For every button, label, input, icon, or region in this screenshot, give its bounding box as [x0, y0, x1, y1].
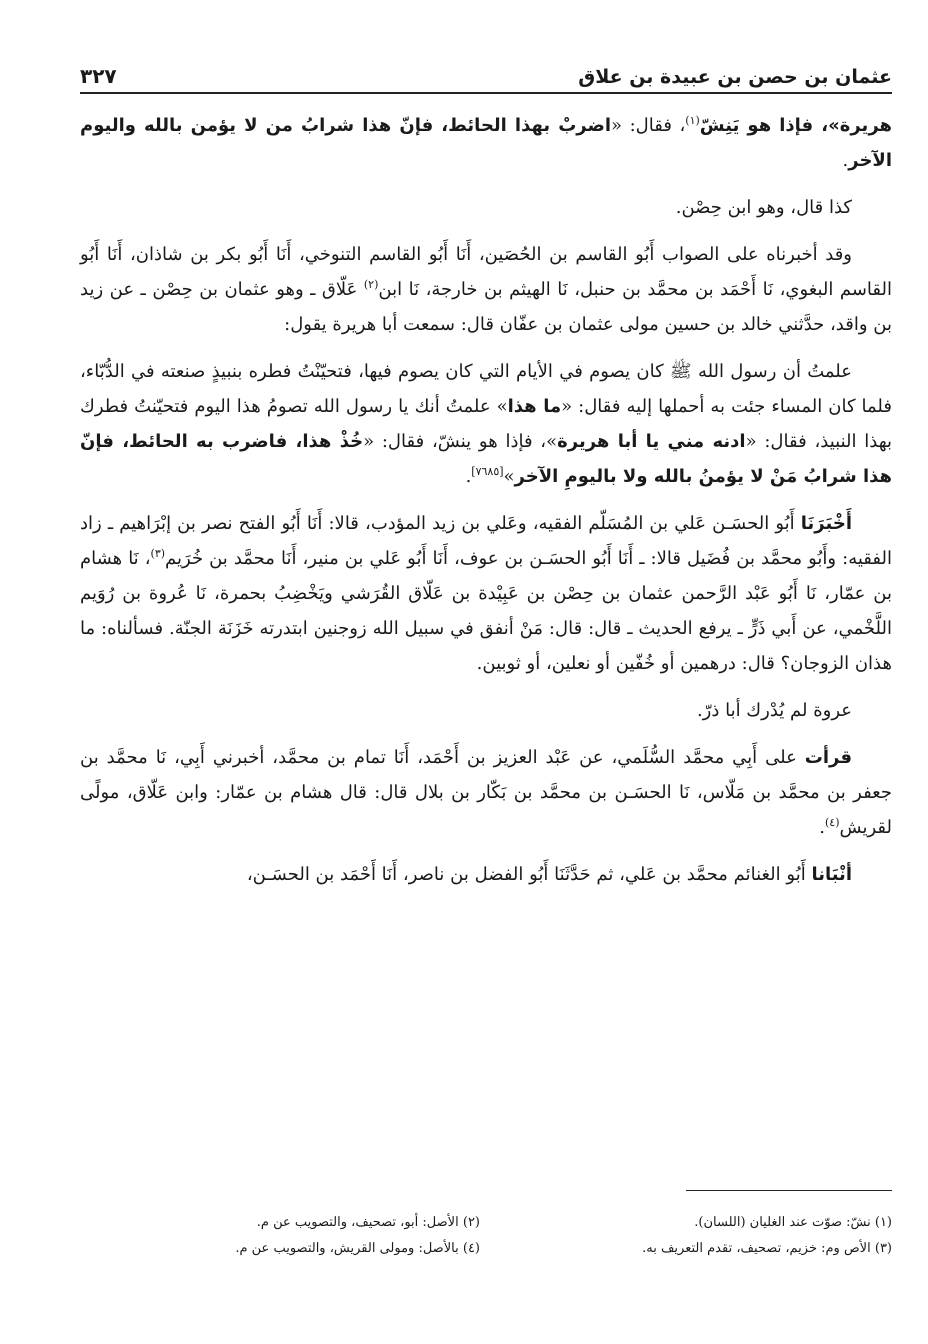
footnote-marker: (٤): [825, 816, 840, 829]
paragraph-2: [80, 190, 892, 225]
footnote-marker: (٣): [150, 547, 166, 560]
text-run: .: [819, 817, 825, 838]
text-run: على أَبِي محمَّد السُّلَمي، عن عَبْد العزيز بن أَحْمَد، أَنَا تمام بن محمَّد، أخبرني أَبِي، نَا محمَّد بن جعفر بن محمَّد بن مَلّاس، نَا الحسَـن بن محمَّد بن بَكّار بن بلال قال: قال هشام بن عمّار: وابن عَلّاق، مولًى لقريش: [80, 747, 892, 838]
text-run: »: [503, 466, 515, 487]
footnote-number: (٣): [874, 1241, 892, 1256]
footnote-3: [492, 1236, 892, 1262]
page-number: ٣٢٧: [80, 64, 117, 88]
footnote-text: الأص وم: خزيم، تصحيف، تقدم التعريف به.: [642, 1241, 871, 1256]
bold-text: أَخْبَرَنَا: [800, 513, 852, 534]
text-run: ، نَا هشام بن عمّار، نَا أَبُو عَبْد الرَّحمن عثمان بن حِصْن بن عَبِيْدة بن عَلّاق القُرَشي ويَخْضِبُ بحمرة، نَا عُروة بن رُوَيم اللَّخْمي، عن أَبي ذَرٍّ ـ يرفع الحديث ـ قال: قال: مَنْ أنفق في سبيل الله زوجنين ابتدرته خَزَنَة الجنّة. فسألناه: ما هذان الزوجان؟ قال: درهمين أو خُفّين أو نعلين، أو ثوبين.: [80, 548, 892, 674]
bold-text: هريرة»، فإذا هو يَنِشّ: [699, 115, 892, 136]
footnote-marker: (٢): [363, 278, 379, 291]
footnotes: [80, 1210, 892, 1262]
document-page: [80, 54, 892, 904]
body-text: [80, 108, 892, 892]
text-run: .: [842, 150, 849, 171]
text-run: كذا قال، وهو ابن حِصْن.: [675, 197, 852, 218]
footnote-text: الأصل: أبو، تصحيف، والتصويب عن م.: [256, 1215, 459, 1230]
text-run: »، فإذا هو ينشّ، فقال: «: [363, 431, 558, 452]
paragraph-1: [80, 108, 892, 178]
bold-text: ادنه مني يا أبا هريرة: [557, 431, 746, 452]
text-run: وقد أخبرناه على الصواب أَبُو القاسم بن الحُصَين، أَنَا أَبُو القاسم التنوخي، أَنَا أَبُو بكر بن شاذان، أَنَا أَبُو القاسم البغوي، نَا أَحْمَد بن محمَّد بن حنبل، نَا الهيثم بن خارجة، نَا ابن: [80, 244, 892, 300]
text-run: عروة لم يُدْرك أبا ذرّ.: [696, 700, 852, 721]
paragraph-5: [80, 506, 892, 681]
footnote-divider: [686, 1190, 892, 1191]
paragraph-6: [80, 693, 892, 728]
text-run: » علمتُ أنك يا رسول الله تصومُ هذا اليوم فتحيّنتُ فطرك بهذا النبيذ، فقال: «: [80, 396, 892, 452]
footnote-2: [80, 1210, 480, 1236]
footnote-marker: (١): [685, 114, 700, 127]
bold-text: أنْبَانا: [811, 864, 852, 885]
text-run: أَبُو الغنائم محمَّد بن عَلي، ثم حَدَّثَنَا أَبُو الفضل بن ناصر، أَنَا أَحْمَد بن الحسَـن،: [246, 864, 812, 885]
bold-text: قرأت: [804, 747, 852, 768]
bold-text: خُذْ هذا، فاضرب به الحائط، فإنّ هذا شرابُ مَنْ لا يؤمنُ بالله ولا باليومِ الآخر: [80, 431, 892, 487]
running-title: عثمان بن حصن بن عبيدة بن علاق: [578, 66, 892, 88]
footnote-number: (١): [874, 1215, 892, 1230]
running-header: [80, 54, 892, 94]
footnote-row: [80, 1210, 892, 1236]
text-run: أَبُو الحسَـن عَلي بن المُسَلّم الفقيه، وعَلي بن زيد المؤدب، قالا: أَنَا أَبُو الفتح نصر بن إبْرَاهيم ـ زاد الفقيه: وأَبُو محمَّد بن فُضَيل قالا: ـ أَنَا أَبُو الحسَـن بن عوف، أَنَا أَبُو عَلي بن منير، أَنَا محمَّد بن خُرَيم: [80, 513, 892, 569]
text-run: .: [465, 466, 472, 487]
bold-text: اضربْ بهذا الحائط، فإنّ هذا شرابُ من لا يؤمن بالله واليوم الآخر: [80, 115, 892, 171]
footnote-number: (٢): [462, 1215, 480, 1230]
footnote-text: بالأصل: ومولى القريش، والتصويب عن م.: [235, 1241, 459, 1256]
footnote-4: [80, 1236, 480, 1262]
text-run: علمتُ أن رسول الله ﷺ كان يصوم في الأيام التي كان يصوم فيها، فتحيّنْتُ فطره بنبيذٍ صنعته في الدُّبّاء، فلما كان المساء جئت به أحملها إليه فقال: «: [80, 361, 892, 417]
footnote-row: [80, 1236, 892, 1262]
footnote-text: نشّ: صوّت عند الغليان (اللسان).: [694, 1215, 871, 1230]
footnote-number: (٤): [462, 1241, 480, 1256]
bold-text: ما هذا: [507, 396, 562, 417]
paragraph-8: [80, 857, 892, 892]
footnote-marker: [٧٦٨٥]: [471, 465, 504, 478]
paragraph-3: [80, 237, 892, 342]
paragraph-7: [80, 740, 892, 845]
text-run: عَلّاق ـ وهو عثمان بن حِصْن ـ عن زيد بن واقد، حدَّثني خالد بن حسين مولى عثمان بن عفّان قال: سمعت أبا هريرة يقول:: [80, 279, 892, 335]
paragraph-4: [80, 354, 892, 494]
footnote-1: [492, 1210, 892, 1236]
text-run: ، فقال: «: [611, 115, 686, 136]
